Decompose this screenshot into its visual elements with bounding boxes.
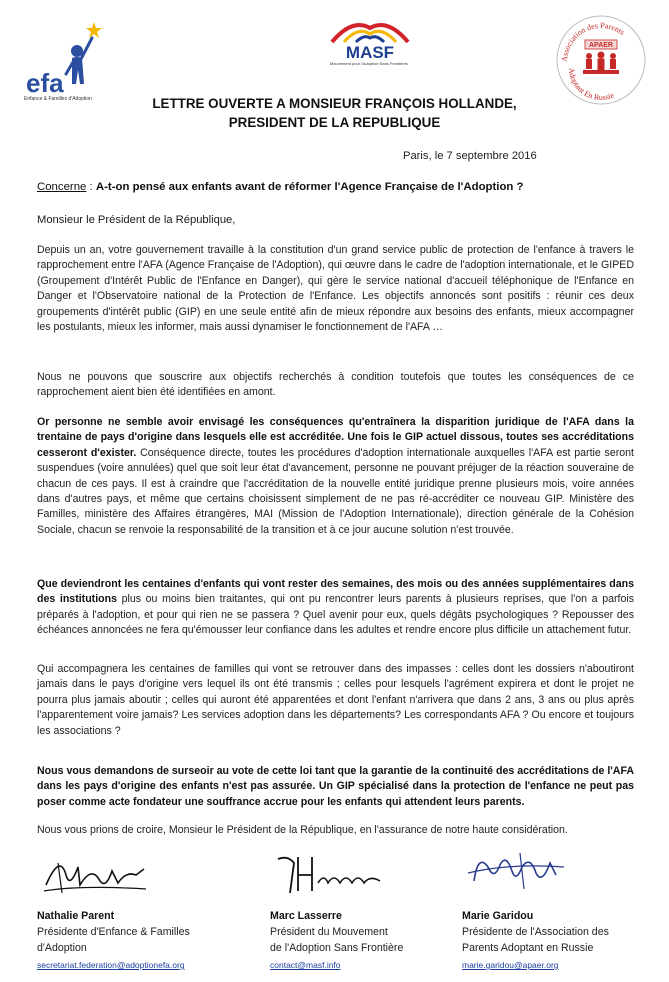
subject-label: Concerne [37, 181, 87, 193]
paragraph-6-emphasis: Nous vous demandons de surseoir au vote de cette loi tant que la garantie de la continuité des accréditations de l'AFA dans les pays d'origine des enfants n'est pas assurée. Un GIP spécialisé dans la protection de l'enfance ne peut pas poser comme acte fondateur une souffrance accrue pour les enfants qui attendent leurs parents. [37, 765, 634, 808]
signer-block-2 [270, 908, 450, 973]
signer-role-line-1: Présidente de l'Association des [462, 926, 609, 938]
masf-logo [322, 14, 418, 76]
title-line-1: LETTRE OUVERTE A MONSIEUR FRANÇOIS HOLLANDE, [152, 96, 517, 111]
paragraph-2: Nous ne pouvons que souscrire aux objectifs recherchés à condition toutefois que toutes les conséquences de ce rapprochement aient bien été identifiées en amont. [37, 371, 634, 399]
signer-role-line-2: de l'Adoption Sans Frontière [270, 942, 404, 954]
signer-email-link[interactable]: marie.garidou@apaer.org [462, 960, 559, 970]
signer-name: Marc Lasserre [270, 910, 342, 922]
paragraph-7: Nous vous prions de croire, Monsieur le Président de la République, en l'assurance de notre haute considération. [37, 824, 568, 836]
signature-marc-lasserre [268, 845, 388, 900]
subject-text: A-t-on pensé aux enfants avant de réformer l'Agence Française de l'Adoption ? [95, 181, 524, 193]
signer-role-line-2: Parents Adoptant en Russie [462, 942, 594, 954]
signer-name: Marie Garidou [462, 910, 534, 922]
masf-logo-caption: Mouvement pour l'Adoption Sans Frontières [330, 61, 408, 66]
paragraph-3 [37, 415, 634, 538]
signer-role-line-1: Présidente d'Enfance & Familles [37, 926, 190, 938]
paragraph-5: Qui accompagnera les centaines de familles qui vont se retrouver dans des impasses : celles dont les dossiers n'aboutiront jamais dans le pays d'origine vers lequel ils ont été transmis ; celles pour lesquels l'agrément expirera et dont le projet ne pourra plus jamais aboutir ; celles qui auront été apparentées et dont l'enfant n'arrivera que dans 2 ans, 3 ans ou plus après l'apparentement voire jamais? Les services adoption dans les départements? Les correspondants AFA ? Ou encore et toujours les associations ? [37, 663, 634, 737]
signer-role-line-2: d'Adoption [37, 942, 87, 954]
paragraph-6 [37, 764, 634, 810]
title-line-2: PRESIDENT DE LA REPUBLIQUE [228, 115, 441, 130]
svg-text:Adoptant En Russie: Adoptant En Russie [566, 67, 616, 103]
paragraph-4-body: plus ou moins bien traitantes, qui ont pu rencontrer leurs parents à plusieurs reprises, que l'on a parfois préparés à l'adoption, et pour qui rien ne se passera ? Quel avenir pour eux, quels dégâts psychologiques ? Repousser des échéances annoncées ne fera qu'émousser leur confiance dans les adultes et rendre encore plus difficile un attachement futur. [37, 593, 634, 637]
letter-title [0, 94, 669, 132]
signer-email-link[interactable]: contact@masf.info [270, 960, 341, 970]
paragraph-3-body: Conséquence directe, toutes les procédures d'adoption internationale auxquelles l'AFA est partie seront suspendues (voire annulées) quel que soit leur état d'avancement, personne ne pouvant préjuger de la réaction souveraine de chacun de ces pays. Il est à craindre que l'accréditation de la nouvelle entité juridique prenne plusieurs mois, voire années dans d'autres pays, et même que certains choisissent simplement de ne pas ré-accréditer ce nouveau GIP. Ministère des Familles, ministère des Affaires étrangères, MAI (Mission de l'Adoption Internationale), direction générale de la Cohésion Sociale, chacun se renvoie la responsabilité de la transition et à ce jour aucune solution n'est trouvée. [37, 446, 635, 536]
paragraph-3-emphasis: Or personne ne semble avoir envisagé les conséquences qu'entraînera la disparition juridique de l'AFA dans la trentaine de pays d'origine dans lesquels elle est accréditée. Une fois le GIP actuel dissous, toutes ses accréditations cesseront d'exister. [37, 416, 634, 459]
paragraph-1: Depuis un an, votre gouvernement travaille à la constitution d'un grand service public de protection de l'enfance à travers le rapprochement entre l'AFA (Agence Française de l'Adoption), qui œuvre dans le cadre de l'adoption internationale, et le GIPED (Groupement d'Intérêt Public de l'Enfance en Danger), qui gère le service national d'accueil téléphonique de l'Enfance en Danger et l'Observatoire national de la Protection de l'Enfance. Les objectifs annoncés sont positifs : réunir ces deux groupements d'intérêt public (GIP) en une seule entité afin de mieux répondre aux besoins des enfants, mieux accompagner les postulants, mieux les informer, mais aussi dynamiser le fonctionnement de l'AFA … [37, 244, 634, 334]
letter-date: Paris, le 7 septembre 2016 [403, 150, 537, 162]
signer-email-link[interactable]: secretariat.federation@adoptionefa.org [37, 960, 185, 970]
salutation: Monsieur le Président de la République, [37, 214, 236, 226]
signer-role-line-1: Président du Mouvement [270, 926, 388, 938]
signer-block-1 [37, 908, 237, 973]
efa-logo-caption: Enfance & Familles d'Adoption [24, 96, 92, 102]
subject-separator: : [86, 181, 96, 193]
svg-text:Association des Parents: Association des Parents [559, 20, 627, 63]
paragraph-4-emphasis: Que deviendront les centaines d'enfants qui vont rester des semaines, des mois ou des années supplémentaires dans des institutions [37, 578, 634, 606]
signer-name: Nathalie Parent [37, 910, 115, 922]
subject-line [37, 181, 637, 193]
signature-nathalie-parent [40, 845, 150, 900]
paragraph-4 [37, 577, 634, 639]
svg-text:efa: efa [26, 68, 64, 98]
signature-marie-garidou [460, 845, 570, 900]
masf-logo-text: MASF [345, 43, 395, 60]
signer-block-3 [462, 908, 662, 973]
apaer-logo-text: APAER [589, 42, 613, 49]
